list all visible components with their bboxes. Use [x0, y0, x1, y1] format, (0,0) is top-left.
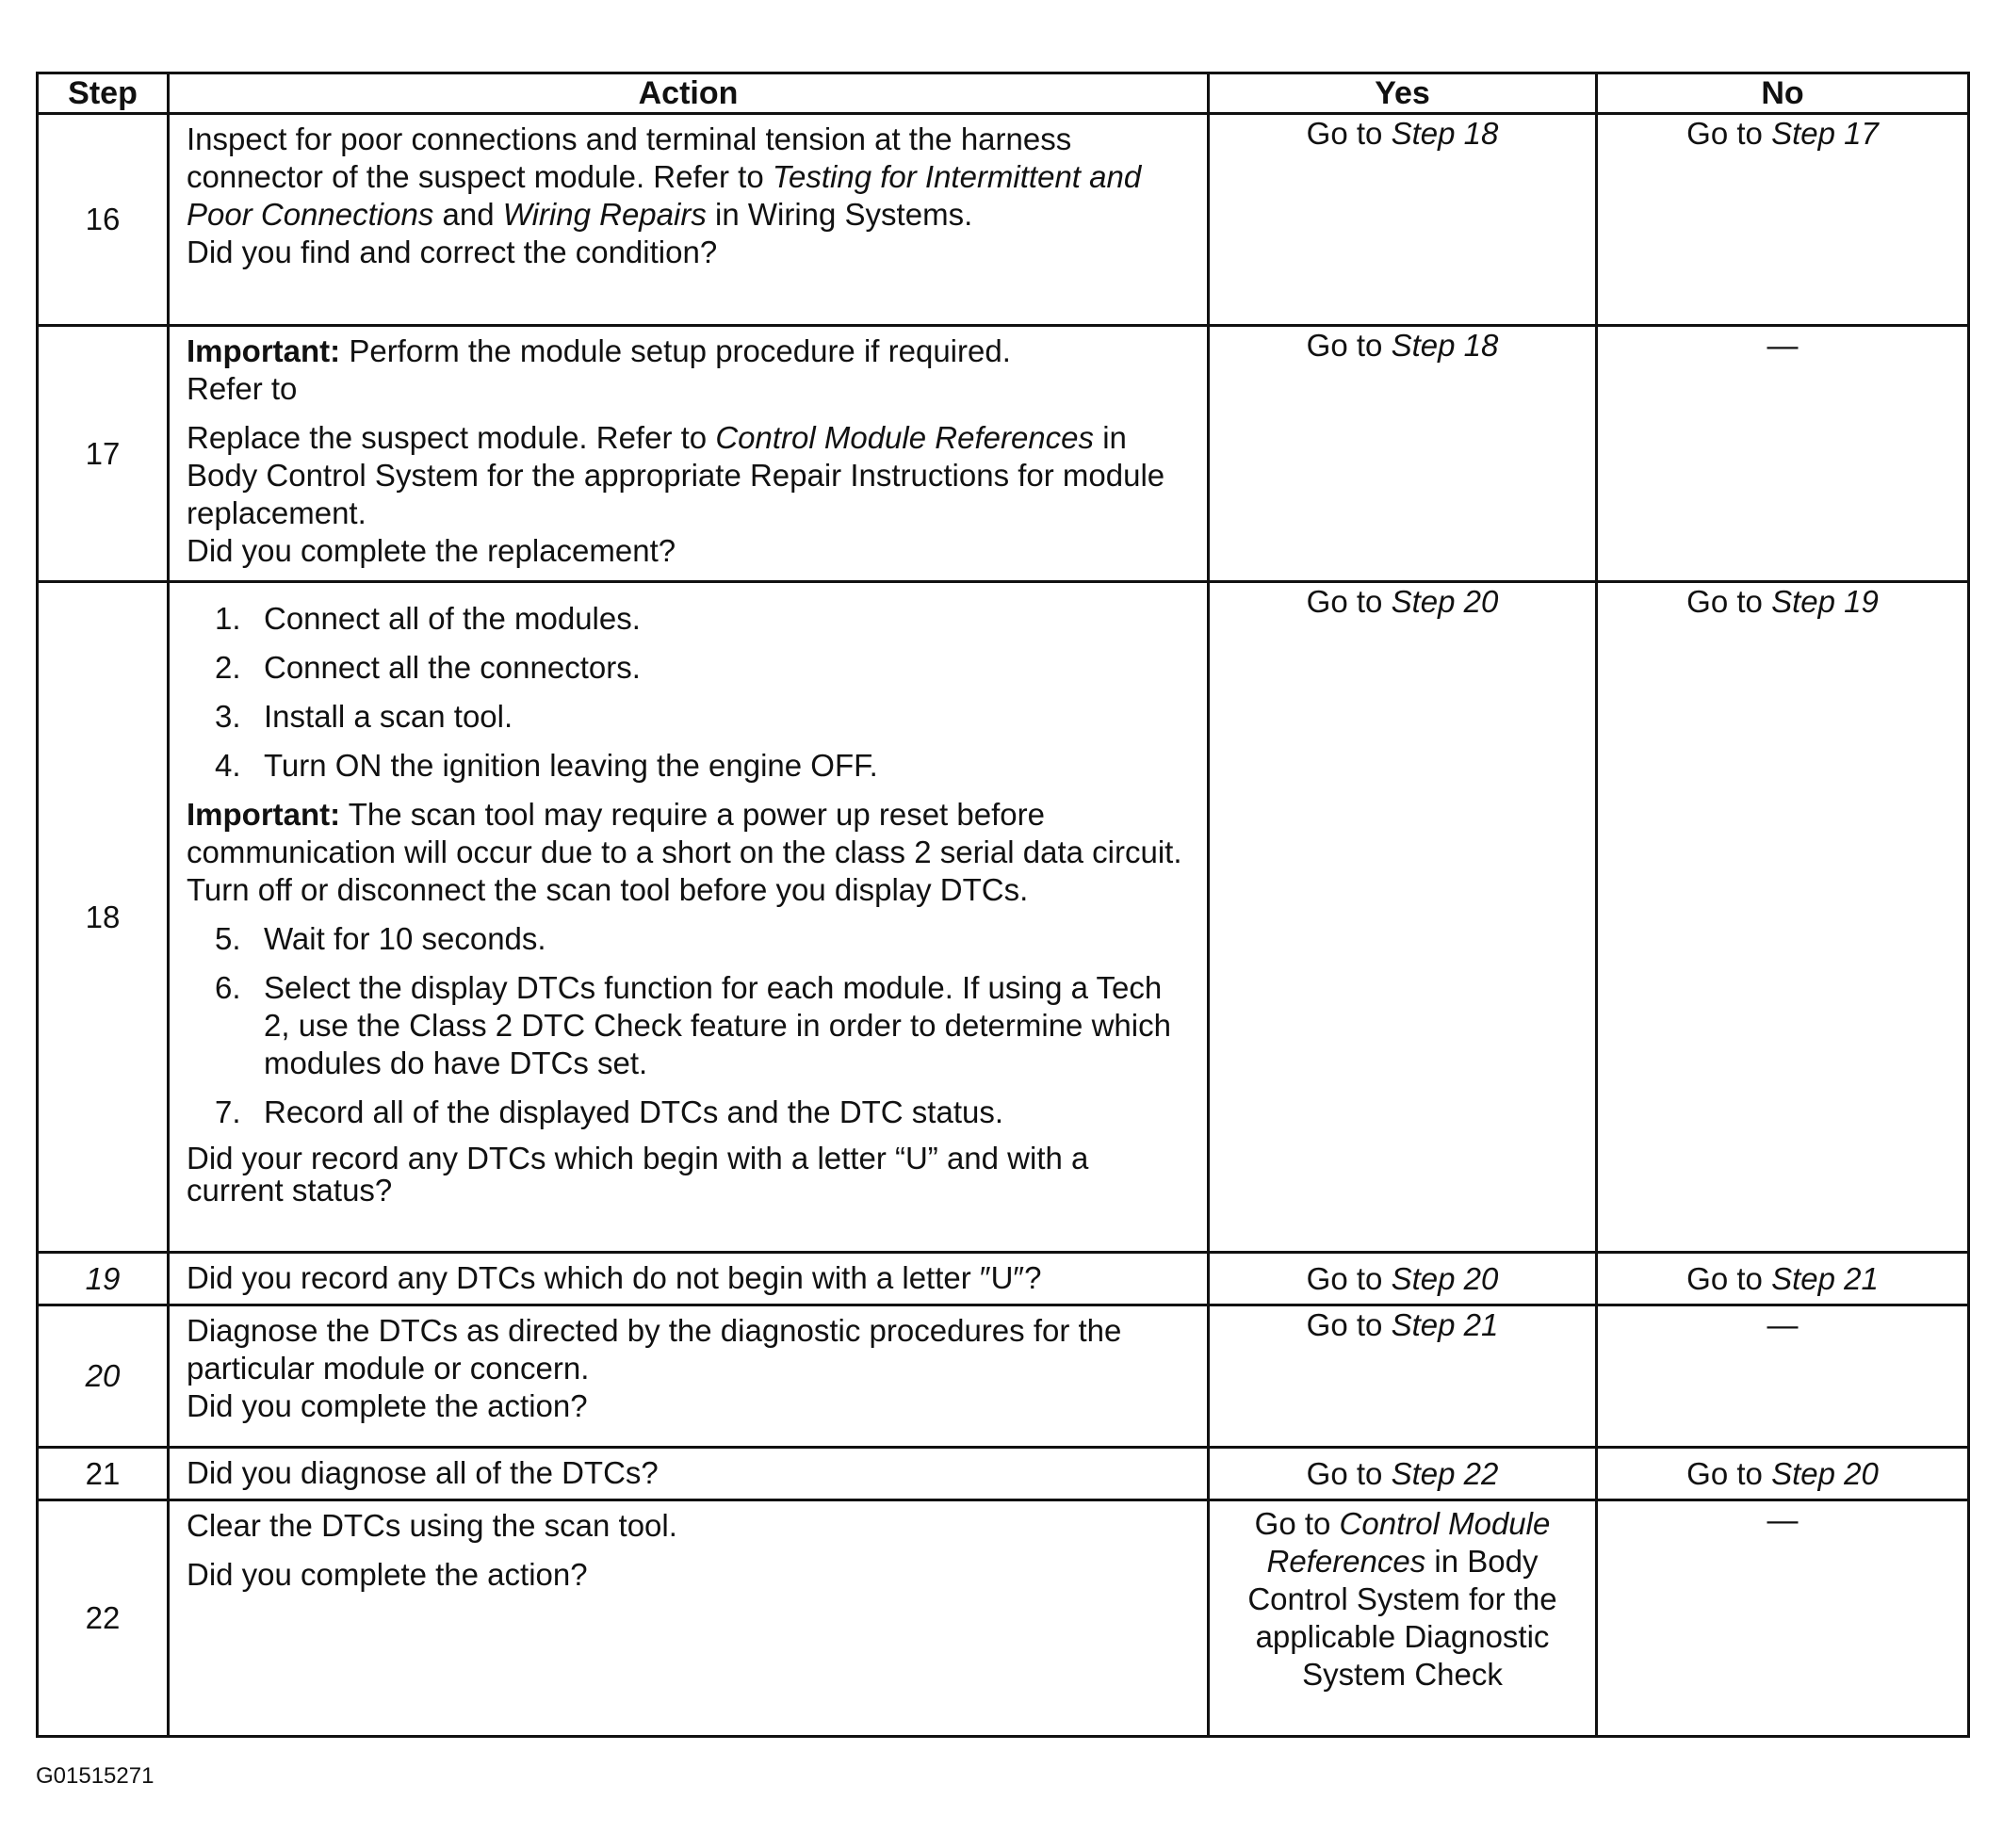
action-cell	[169, 1253, 1209, 1305]
table-row	[38, 114, 1969, 326]
header-action: Action	[169, 73, 1209, 114]
no-cell: Go to Step 20	[1597, 1448, 1969, 1500]
table-row	[38, 1253, 1969, 1305]
step-number: 22	[38, 1500, 169, 1737]
header-yes: Yes	[1209, 73, 1597, 114]
step-number: 20	[38, 1305, 169, 1448]
no-cell	[1597, 1500, 1969, 1737]
step-number: 16	[38, 114, 169, 326]
yes-step-link[interactable]: Step 18	[1391, 328, 1499, 363]
list-item: 3. Install a scan tool.	[215, 699, 513, 734]
yes-cell: Go to Step 18	[1209, 326, 1597, 582]
yes-cell: Go to Step 20	[1209, 582, 1597, 1253]
yes-step-link[interactable]: Step 22	[1391, 1455, 1499, 1491]
no-cell: Go to Step 17	[1597, 114, 1969, 326]
action-text: Replace the suspect module. Refer to Control Module References in Body Control System for the appropriate Repair Instructions for module replacement.	[187, 420, 1165, 530]
no-step-link[interactable]: Step 21	[1771, 1260, 1879, 1296]
yes-cell: Go to Control Module References in Body Control System for the applicable Diagnostic System Check	[1209, 1500, 1597, 1737]
yes-cell: Go to Step 22	[1209, 1448, 1597, 1500]
list-item: 4. Turn ON the ignition leaving the engine OFF.	[215, 748, 878, 783]
action-text: Inspect for poor connections and terminal tension at the harness connector of the suspect module. Refer to Testing for Intermittent and Poor Connections and Wiring Repairs in Wiring Systems.	[187, 122, 1142, 232]
table-row	[38, 326, 1969, 582]
important-note: Important: The scan tool may require a power up reset before communication will occur due to a short on the class 2 serial data circuit. Turn off or disconnect the scan tool before you display DTCs.	[187, 797, 1182, 907]
header-no: No	[1597, 73, 1969, 114]
header-step: Step	[38, 73, 169, 114]
step-number: 19	[38, 1253, 169, 1305]
table-row	[38, 1500, 1969, 1737]
no-dash: —	[1767, 1307, 1799, 1342]
list-item: 1. Connect all of the modules.	[215, 601, 641, 636]
table-row	[38, 1448, 1969, 1500]
step-number: 18	[38, 582, 169, 1253]
yes-cell: Go to Step 20	[1209, 1253, 1597, 1305]
question-text: Did you find and correct the condition?	[187, 235, 718, 269]
figure-id: G01515271	[36, 1763, 155, 1789]
action-text: Diagnose the DTCs as directed by the diagnostic procedures for the particular module or concern.	[187, 1313, 1122, 1386]
list-item: 5. Wait for 10 seconds.	[215, 921, 546, 956]
list-item: 6. Select the display DTCs function for each module. If using a Tech 2, use the Class 2 DTC Check feature in order to determine which modules do have DTCs set.	[215, 970, 1171, 1080]
action-cell	[169, 1305, 1209, 1448]
yes-step-link[interactable]: Step 20	[1391, 584, 1499, 619]
action-cell	[169, 114, 1209, 326]
step-number: 21	[38, 1448, 169, 1500]
action-cell	[169, 582, 1209, 1253]
yes-cell: Go to Step 18	[1209, 114, 1597, 326]
numbered-list	[187, 909, 1194, 1143]
table-row	[38, 582, 1969, 1253]
no-cell	[1597, 326, 1969, 582]
yes-cell: Go to Step 21	[1209, 1305, 1597, 1448]
yes-step-link[interactable]: Step 18	[1391, 116, 1499, 151]
action-cell	[169, 1500, 1209, 1737]
no-cell: Go to Step 19	[1597, 582, 1969, 1253]
question-text: Did you complete the action?	[187, 1388, 588, 1423]
numbered-list	[187, 589, 1194, 796]
list-item: 2. Connect all the connectors.	[215, 650, 641, 685]
no-dash: —	[1767, 1502, 1799, 1537]
question-text: Did your record any DTCs which begin with a letter “U” and with a current status?	[187, 1141, 1089, 1208]
no-step-link[interactable]: Step 20	[1771, 1455, 1879, 1491]
no-dash: —	[1767, 328, 1799, 363]
diagnostic-table	[36, 72, 1970, 1738]
action-cell: Important: Perform the module setup procedure if required. Refer to Replace the suspect module. Refer to Control Module References in Body Control System for the appropriate Repair Instructions for module replacement. Did you complete the replacement?	[169, 326, 1209, 582]
list-item: 7. Record all of the displayed DTCs and the DTC status.	[215, 1094, 1004, 1129]
table-row	[38, 1305, 1969, 1448]
question-text: Did you record any DTCs which do not begin with a letter ″U″?	[187, 1260, 1042, 1295]
action-cell	[169, 1448, 1209, 1500]
no-step-link[interactable]: Step 17	[1771, 116, 1879, 151]
no-cell: Go to Step 21	[1597, 1253, 1969, 1305]
step-number: 17	[38, 326, 169, 582]
action-text: Clear the DTCs using the scan tool.	[187, 1508, 677, 1543]
question-text: Did you diagnose all of the DTCs?	[187, 1455, 659, 1490]
no-cell	[1597, 1305, 1969, 1448]
important-note: Important: Perform the module setup procedure if required.	[187, 333, 1011, 368]
header-row	[38, 73, 1969, 114]
question-text: Did you complete the replacement?	[187, 533, 676, 568]
question-text: Did you complete the action?	[187, 1557, 588, 1592]
no-step-link[interactable]: Step 19	[1771, 584, 1879, 619]
yes-reference-link[interactable]: Control Module References	[1266, 1506, 1551, 1579]
yes-step-link[interactable]: Step 20	[1391, 1260, 1499, 1296]
yes-step-link[interactable]: Step 21	[1391, 1307, 1499, 1342]
